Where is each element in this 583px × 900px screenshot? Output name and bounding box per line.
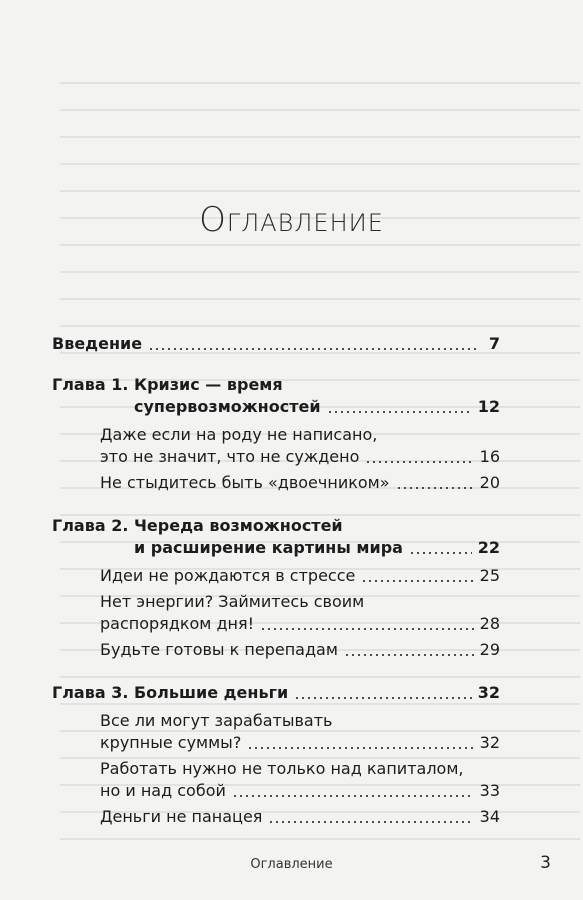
- dot-leader: [232, 795, 474, 797]
- section-title-line: Даже если на роду не написано,: [100, 425, 378, 444]
- toc-page-number: 29: [479, 640, 500, 659]
- toc-entry-chapter-1: [52, 396, 500, 418]
- dot-leader: [409, 552, 472, 554]
- chapter-title-line: Глава 2. Череда возможностей: [52, 516, 343, 535]
- section-title-line: Деньги не панацея: [100, 807, 263, 826]
- toc-entry-section: [100, 613, 500, 635]
- dot-leader: [361, 580, 473, 582]
- dot-leader: [247, 747, 473, 749]
- toc-page-number: 25: [479, 566, 500, 585]
- toc-entry-section: [100, 639, 500, 661]
- toc-entry-section: [100, 565, 500, 587]
- toc-chapter-3[interactable]: [52, 682, 500, 828]
- toc-section[interactable]: [52, 639, 500, 661]
- toc-entry-section: [100, 806, 500, 828]
- chapter-title-line: Глава 3. Большие деньги: [52, 683, 289, 702]
- dot-leader: [344, 654, 474, 656]
- page-title: Оглавление: [199, 200, 384, 240]
- dot-leader: [260, 628, 474, 630]
- toc-page-number: 28: [479, 614, 500, 633]
- section-title-line: но и над собой: [100, 781, 226, 800]
- table-of-contents: [52, 333, 500, 828]
- page-number: 3: [540, 853, 551, 873]
- toc-chapter-2[interactable]: [52, 515, 500, 661]
- dot-leader: [396, 487, 474, 489]
- section-title-line: Будьте готовы к перепадам: [100, 640, 338, 659]
- toc-entry-section: [100, 732, 500, 754]
- chapter-title-line: Глава 1. Кризис — время: [52, 375, 283, 394]
- toc-section[interactable]: [52, 565, 500, 587]
- section-title-line: Не стыдитесь быть «двоечником»: [100, 473, 390, 492]
- section-title-line: крупные суммы?: [100, 733, 242, 752]
- toc-chapter-1[interactable]: [52, 374, 500, 494]
- toc-entry-section: [100, 446, 500, 468]
- dot-leader: [365, 461, 473, 463]
- toc-section[interactable]: [52, 591, 500, 635]
- toc-page-number: 22: [477, 538, 500, 557]
- toc-page-number: 20: [479, 473, 500, 492]
- running-title: Оглавление: [250, 857, 333, 872]
- toc-page-number: 12: [477, 397, 500, 416]
- toc-page-number: 16: [479, 447, 500, 466]
- toc-page-number: 32: [479, 733, 500, 752]
- toc-section[interactable]: [52, 806, 500, 828]
- toc-entry-chapter-3: [52, 682, 500, 704]
- toc-entry-section: [100, 472, 500, 494]
- section-title-line: это не значит, что не суждено: [100, 447, 360, 466]
- section-title-line: Все ли могут зарабатывать: [100, 711, 333, 730]
- section-title-line: Работать нужно не только над капиталом,: [100, 759, 464, 778]
- toc-page-number: 7: [488, 334, 500, 353]
- toc-entry-chapter-2: [52, 537, 500, 559]
- toc-label: Введение: [52, 334, 143, 353]
- dot-leader: [294, 697, 472, 699]
- toc-entry-intro[interactable]: [52, 333, 500, 355]
- section-title-line: распорядком дня!: [100, 614, 255, 633]
- dot-leader: [327, 411, 472, 413]
- chapter-title-line: и расширение картины мира: [134, 538, 403, 557]
- chapter-title-line: супервозможностей: [134, 397, 321, 416]
- toc-page-number: 32: [477, 683, 500, 702]
- toc-entry-section: [100, 780, 500, 802]
- toc-section[interactable]: [52, 710, 500, 754]
- section-title-line: Идеи не рождаются в стрессе: [100, 566, 356, 585]
- toc-section[interactable]: [52, 424, 500, 468]
- toc-section[interactable]: [52, 758, 500, 802]
- dot-leader: [148, 348, 480, 350]
- dot-leader: [268, 821, 473, 823]
- toc-section[interactable]: [52, 472, 500, 494]
- toc-page-number: 33: [479, 781, 500, 800]
- section-title-line: Нет энергии? Займитесь своим: [100, 592, 365, 611]
- toc-page-number: 34: [479, 807, 500, 826]
